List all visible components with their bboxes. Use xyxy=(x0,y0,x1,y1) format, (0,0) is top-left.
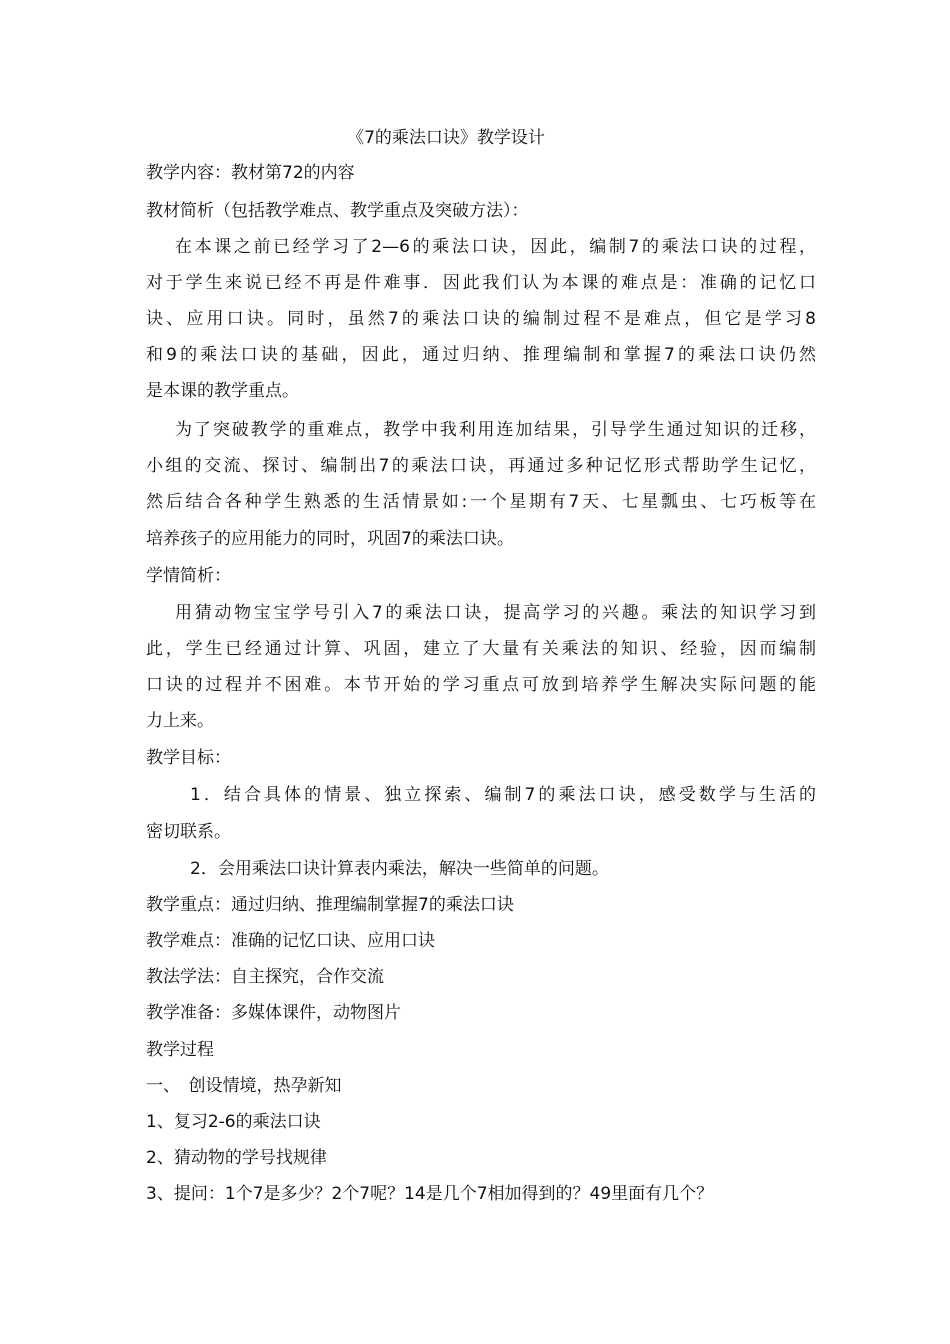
paragraph-line: 是本课的教学重点。 xyxy=(146,381,299,401)
goal-item: 1．结合具体的情景、独立探索、编制7的乘法口诀，感受数学与生活的 xyxy=(190,785,816,805)
section-heading: 一、 创设情境，热孕新知 xyxy=(146,1076,342,1096)
list-item: 1、复习2-6的乘法口诀 xyxy=(146,1112,321,1132)
goal-item: 2．会用乘法口诀计算表内乘法，解决一些简单的问题。 xyxy=(190,859,609,879)
text-line-preparation: 教学准备：多媒体课件，动物图片 xyxy=(146,1003,401,1023)
paragraph-line: 培养孩子的应用能力的同时，巩固7的乘法口诀。 xyxy=(146,529,514,549)
paragraph-line: 用猜动物宝宝学号引入7的乘法口诀，提高学习的兴趣。乘法的知识学习到 xyxy=(175,603,816,623)
paragraph-line: 然后结合各种学生熟悉的生活情景如:一个星期有7天、七星瓢虫、七巧板等在 xyxy=(146,492,816,512)
heading-teaching-process: 教学过程 xyxy=(146,1040,214,1060)
text-line-difficulties: 教学难点：准确的记忆口诀、应用口诀 xyxy=(146,931,435,951)
paragraph-line: 和9的乘法口诀的基础，因此，通过归纳、推理编制和掌握7的乘法口诀仍然 xyxy=(146,345,816,365)
paragraph-line: 在本课之前已经学习了2—6的乘法口诀，因此，编制7的乘法口诀的过程， xyxy=(175,237,816,257)
heading-material-analysis: 教材简析（包括教学难点、教学重点及突破方法）： xyxy=(146,201,529,221)
paragraph-line: 此，学生已经通过计算、巩固，建立了大量有关乘法的知识、经验，因而编制 xyxy=(146,639,816,659)
text-line-teaching-content: 教学内容：教材第72的内容 xyxy=(146,163,355,183)
paragraph-line: 力上来。 xyxy=(146,711,214,731)
list-item: 3、提问：1个7是多少？2个7呢？14是几个7相加得到的？49里面有几个？ xyxy=(146,1184,714,1204)
text-line-key-points: 教学重点：通过归纳、推理编制掌握7的乘法口诀 xyxy=(146,895,514,915)
heading-student-analysis: 学情简析： xyxy=(146,566,231,586)
paragraph-line: 诀、应用口诀。同时，虽然7的乘法口诀的编制过程不是难点，但它是学习8 xyxy=(146,309,816,329)
paragraph-line: 对于学生来说已经不再是件难事．因此我们认为本课的难点是：准确的记忆口 xyxy=(146,273,816,293)
text-line-methods: 教法学法：自主探究，合作交流 xyxy=(146,967,384,987)
heading-teaching-goals: 教学目标： xyxy=(146,748,231,768)
document-title: 《7的乘法口诀》教学设计 xyxy=(347,128,545,148)
paragraph-line: 小组的交流、探讨、编制出7的乘法口诀，再通过多种记忆形式帮助学生记忆， xyxy=(146,456,816,476)
list-item: 2、猜动物的学号找规律 xyxy=(146,1148,327,1168)
paragraph-line: 口诀的过程并不困难。本节开始的学习重点可放到培养学生解决实际问题的能 xyxy=(146,675,816,695)
paragraph-line: 为了突破教学的重难点，教学中我利用连加结果，引导学生通过知识的迁移， xyxy=(175,420,816,440)
goal-item-continued: 密切联系。 xyxy=(146,822,231,842)
